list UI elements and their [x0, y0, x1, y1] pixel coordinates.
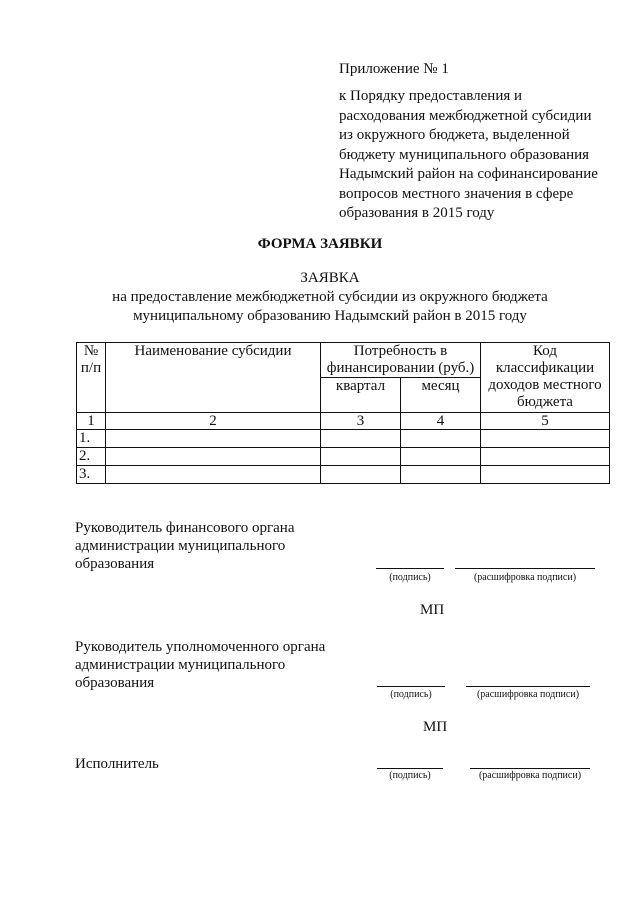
row-cell[interactable]: [321, 466, 401, 484]
application-title: ЗАЯВКА: [300, 270, 360, 286]
finance-head-label: [75, 519, 295, 573]
index-cell: 1: [77, 413, 106, 430]
authorized-head-label: [75, 638, 325, 692]
form-title: ФОРМА ЗАЯВКИ: [257, 236, 383, 252]
appendix-line: к Порядку предоставления и: [339, 88, 523, 104]
finance-head-line: администрации муниципального: [75, 538, 286, 554]
row-cell[interactable]: [106, 448, 321, 466]
row-cell[interactable]: [401, 430, 481, 448]
application-subtitle-line: муниципальному образованию Надымский район в 2015 году: [133, 307, 527, 324]
appendix-line: расходования межбюджетной субсидии: [339, 107, 592, 124]
header-need-line: финансировании (руб.): [326, 360, 475, 376]
application-subtitle: [0, 288, 640, 325]
table-index-row: [77, 413, 610, 430]
row-cell[interactable]: [481, 430, 610, 448]
header-num-line: №: [83, 343, 99, 359]
header-num-line: п/п: [80, 360, 102, 376]
header-code-line: Код: [533, 343, 557, 359]
finance-signature-line[interactable]: [376, 568, 444, 569]
header-quarter: квартал: [321, 378, 401, 413]
authorized-head-line: Руководитель уполномоченного органа: [75, 639, 326, 655]
subsidy-table: [76, 342, 610, 484]
authorized-signature-line[interactable]: [377, 686, 445, 687]
finance-decode-caption: (расшифровка подписи): [473, 572, 577, 583]
row-cell[interactable]: [401, 448, 481, 466]
index-cell: 4: [401, 413, 481, 430]
finance-decode-line[interactable]: [455, 568, 595, 569]
appendix-description: [339, 87, 624, 224]
executor-sign-caption: (подпись): [389, 770, 431, 781]
row-cell[interactable]: [401, 466, 481, 484]
table-header-row: [77, 343, 610, 378]
row-cell[interactable]: [321, 448, 401, 466]
appendix-line: образования в 2015 году: [339, 205, 495, 221]
appendix-title: Приложение № 1: [339, 61, 449, 77]
row-cell[interactable]: [106, 430, 321, 448]
executor-signature-line[interactable]: [377, 768, 443, 769]
header-code: [481, 343, 610, 413]
executor-line: Исполнитель: [75, 756, 159, 772]
header-need: [321, 343, 481, 378]
header-code-line: классификации: [495, 360, 595, 376]
executor-label: [75, 755, 159, 773]
appendix-line: Надымский район на софинансирование: [339, 166, 598, 182]
table-row: [77, 430, 610, 448]
appendix-line: вопросов местного значения в сфере: [339, 185, 574, 202]
header-subsidy-name: Наименование субсидии: [106, 343, 321, 413]
authorized-decode-caption: (расшифровка подписи): [476, 689, 580, 700]
finance-head-line: Руководитель финансового органа: [75, 520, 295, 536]
row-cell[interactable]: [106, 466, 321, 484]
authorized-stamp-place: МП: [423, 719, 448, 735]
authorized-decode-line[interactable]: [466, 686, 590, 687]
table-row: [77, 466, 610, 484]
authorized-head-line: образования: [75, 675, 155, 691]
table-row: [77, 448, 610, 466]
executor-decode-caption: (расшифровка подписи): [478, 770, 582, 781]
application-subtitle-line: на предоставление межбюджетной субсидии из окружного бюджета: [112, 289, 548, 305]
header-num: [77, 343, 106, 413]
finance-stamp-place: МП: [420, 602, 445, 618]
row-cell[interactable]: [481, 466, 610, 484]
authorized-sign-caption: (подпись): [390, 689, 432, 700]
index-cell: 5: [481, 413, 610, 430]
row-cell[interactable]: [321, 430, 401, 448]
row-num: 1.: [77, 430, 106, 448]
header-need-line: Потребность в: [353, 343, 448, 359]
header-month: месяц: [401, 378, 481, 413]
row-num: 3.: [77, 466, 106, 484]
executor-decode-line[interactable]: [470, 768, 590, 769]
row-cell[interactable]: [481, 448, 610, 466]
appendix-line: из окружного бюджета, выделенной: [339, 127, 570, 143]
index-cell: 2: [106, 413, 321, 430]
header-code-line: бюджета: [517, 394, 573, 410]
index-cell: 3: [321, 413, 401, 430]
row-num: 2.: [77, 448, 106, 466]
authorized-head-line: администрации муниципального: [75, 657, 286, 673]
header-code-line: доходов местного: [488, 377, 602, 393]
finance-head-line: образования: [75, 556, 155, 572]
finance-sign-caption: (подпись): [389, 572, 431, 583]
appendix-line: бюджету муниципального образования: [339, 146, 590, 163]
